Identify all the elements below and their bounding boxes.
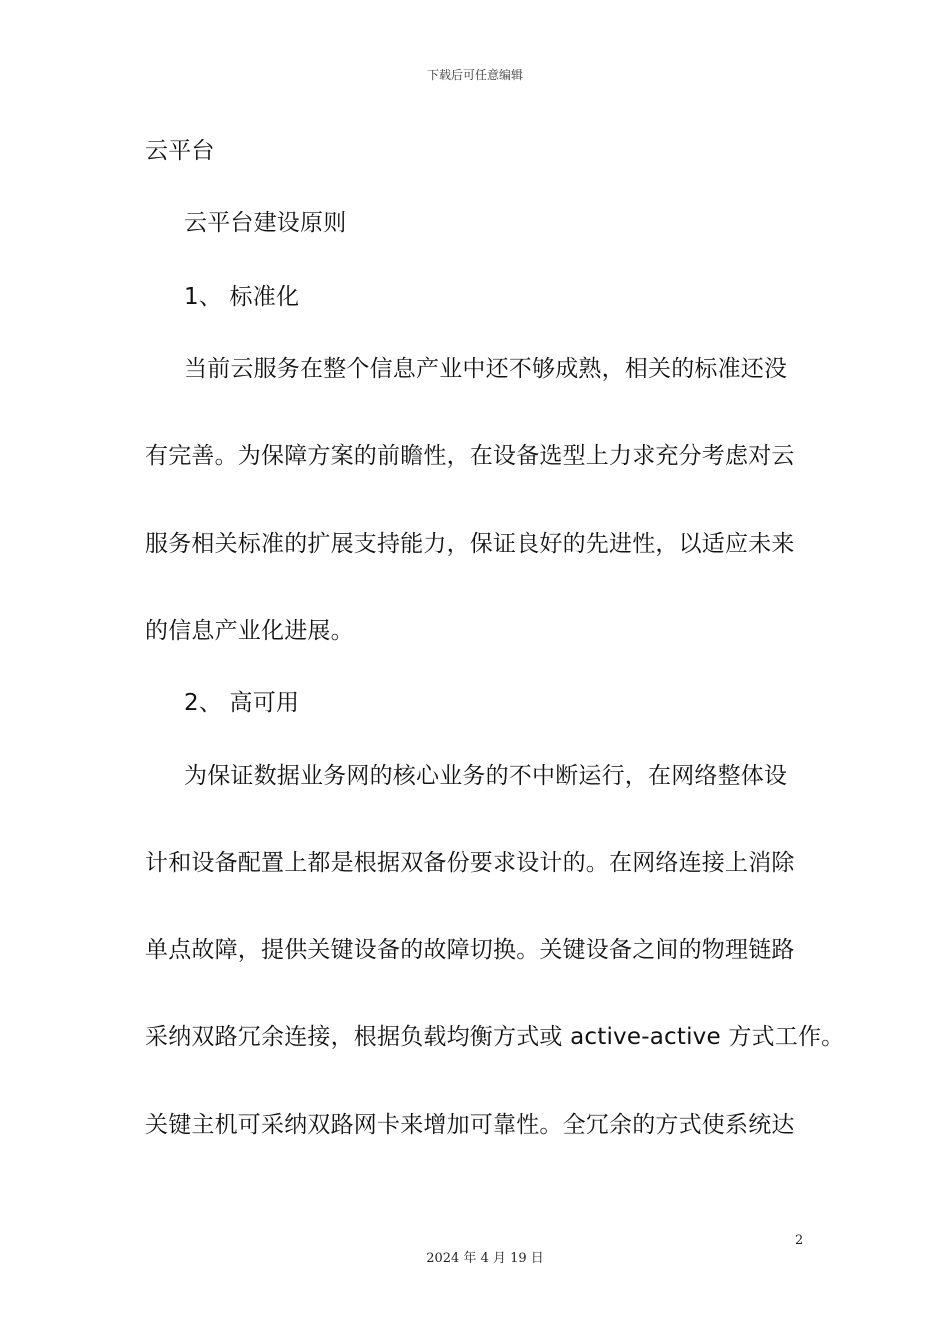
item-heading-standardization: 1、 标准化 <box>184 284 300 310</box>
paragraph-line: 单点故障，提供关键设备的故障切换。关键设备之间的物理链路 <box>145 937 795 963</box>
document-title: 云平台 <box>145 138 215 164</box>
section-heading: 云平台建设原则 <box>184 210 347 236</box>
paragraph-line: 当前云服务在整个信息产业中还不够成熟，相关的标准还没 <box>184 356 788 382</box>
paragraph-line: 服务相关标准的扩展支持能力，保证良好的先进性，以适应未来 <box>145 531 795 557</box>
paragraph-line: 的信息产业化进展。 <box>145 618 354 644</box>
page-footer-date: 2024 年 4 月 19 日 <box>426 1251 544 1266</box>
page-header: 下载后可任意编辑 <box>426 68 523 82</box>
paragraph-line: 采纳双路冗余连接，根据负载均衡方式或 active-active 方式工作。 <box>145 1024 845 1050</box>
paragraph-line: 有完善。为保障方案的前瞻性，在设备选型上力求充分考虑对云 <box>145 443 795 469</box>
page-number: 2 <box>795 1233 804 1248</box>
item-heading-high-availability: 2、 高可用 <box>184 690 300 716</box>
paragraph-line: 计和设备配置上都是根据双备份要求设计的。在网络连接上消除 <box>145 850 795 876</box>
paragraph-line: 为保证数据业务网的核心业务的不中断运行，在网络整体设 <box>184 763 788 789</box>
paragraph-line: 关键主机可采纳双路网卡来增加可靠性。全冗余的方式使系统达 <box>145 1112 795 1138</box>
